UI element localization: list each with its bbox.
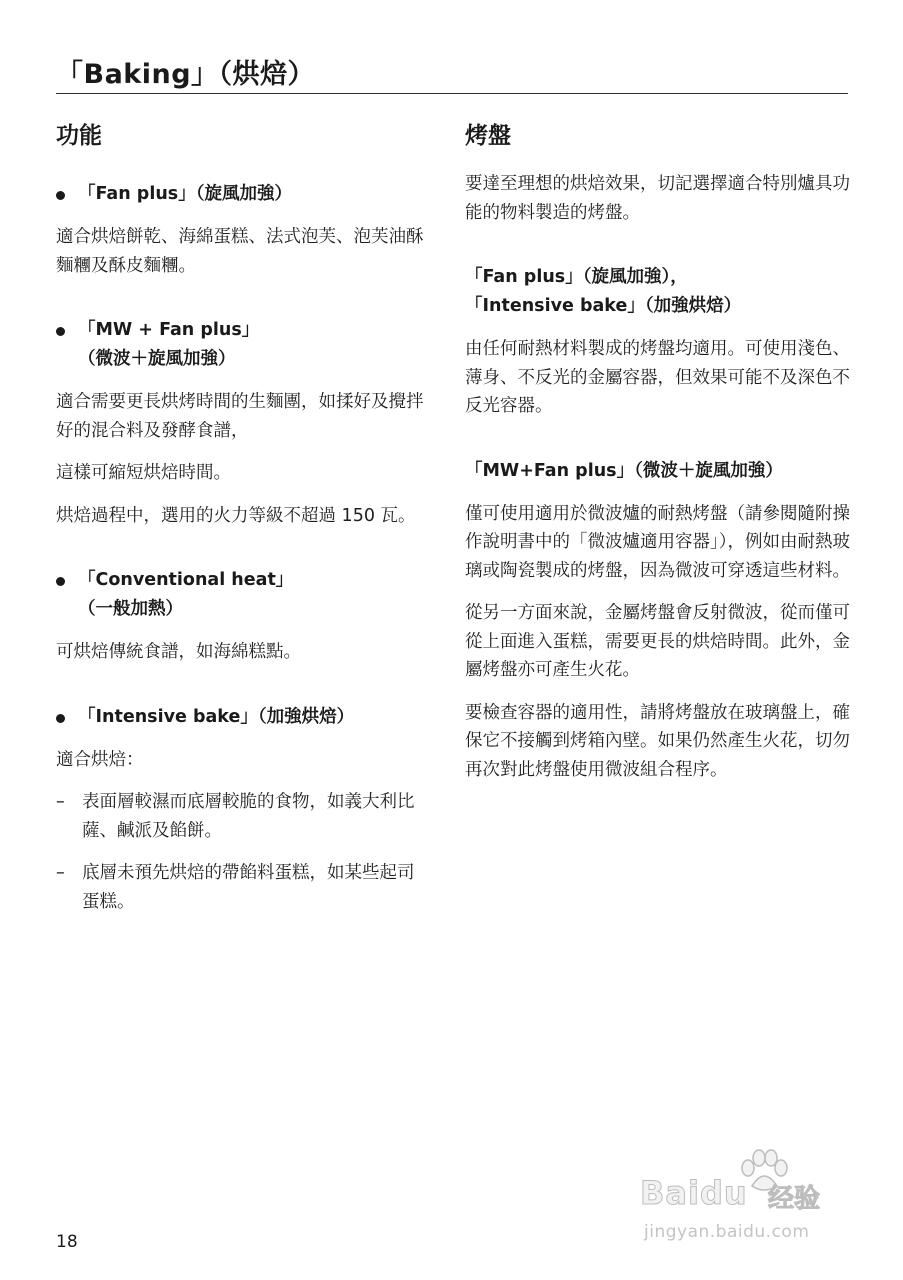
subheading-fan-plus-intensive [465,263,850,321]
subheading-line: 「Conventional heat」 [78,570,294,590]
list-item-text: 表面層較濕而底層較脆的食物，如義大利比薩、鹹派及餡餅。 [82,792,415,841]
subheading-line: 「MW+Fan plus」（微波＋旋風加強） [465,460,783,481]
subheading-line: 「Fan plus」（旋風加強） [78,184,292,204]
left-heading: 功能 [56,123,102,149]
subheading-line: 「Fan plus」（旋風加強）， [465,267,688,287]
list-item [56,788,428,845]
page-title: 「Baking」（烘焙） [56,59,316,90]
paragraph: 可烘焙傳統食譜，如海綿糕點。 [56,642,301,662]
paragraph: 適合烘焙： [56,749,144,770]
watermark-product: 经验 [768,1184,821,1214]
paragraph: 烘焙過程中，選用的火力等級不超過 150 瓦。 [56,505,416,526]
list-item [56,859,428,916]
subheading-line: 「Intensive bake」（加強烘焙） [78,706,355,727]
left-column [56,116,428,930]
baidu-watermark [640,1148,850,1258]
watermark-url: jingyan.baidu.com [644,1222,810,1242]
subheading-conventional-heat [56,566,428,624]
subheading-mw-fan-plus [465,457,850,486]
dash-icon: – [56,863,65,883]
dash-icon: – [56,792,65,812]
right-heading: 烤盤 [465,123,511,149]
list-item-text: 底層未預先烘焙的帶餡料蛋糕，如某些起司蛋糕。 [82,863,415,912]
paragraph: 僅可使用適用於微波爐的耐熱烤盤（請參閱隨附操作說明書中的「微波爐適用容器」），例如由耐熱玻璃或陶瓷製成的烤盤，因為微波可穿透這些材料。 [465,503,850,581]
paragraph: 由任何耐熱材料製成的烤盤均適用。可使用淺色、薄身、不反光的金屬容器，但效果可能不及深色不反光容器。 [465,339,850,416]
subheading-fan-plus [56,180,428,209]
subheading-line: 「MW + Fan plus」 [78,320,260,340]
subheading-intensive-bake [56,703,428,732]
subheading-line: （一般加熱） [78,599,183,619]
intro-paragraph: 要達至理想的烘焙效果，切記選擇適合特別爐具功能的物料製造的烤盤。 [465,174,850,223]
right-column [465,116,850,798]
paragraph: 從另一方面來說，金屬烤盤會反射微波，從而僅可從上面進入蛋糕，需要更長的烘焙時間。此外，金屬烤盤亦可產生火花。 [465,603,850,680]
paragraph: 這樣可縮短烘焙時間。 [56,463,231,483]
subheading-line: （微波＋旋風加強） [78,349,236,369]
paragraph: 適合烘焙餅乾、海綿蛋糕、法式泡芙、泡芙油酥麵糰及酥皮麵糰。 [56,227,424,276]
paragraph: 要檢查容器的適用性，請將烤盤放在玻璃盤上，確保它不接觸到烤箱內壁。如果仍然產生火花，切勿再次對此烤盤使用微波組合程序。 [465,702,850,780]
subheading-line: 「Intensive bake」（加強烘焙） [465,296,742,316]
title-divider [56,93,848,94]
paragraph: 適合需要更長烘烤時間的生麵團，如揉好及攪拌好的混合料及發酵食譜， [56,392,424,441]
subheading-mw-fan-plus [56,316,428,374]
watermark-brand: Baidu [640,1174,748,1212]
page-number: 18 [56,1232,78,1252]
